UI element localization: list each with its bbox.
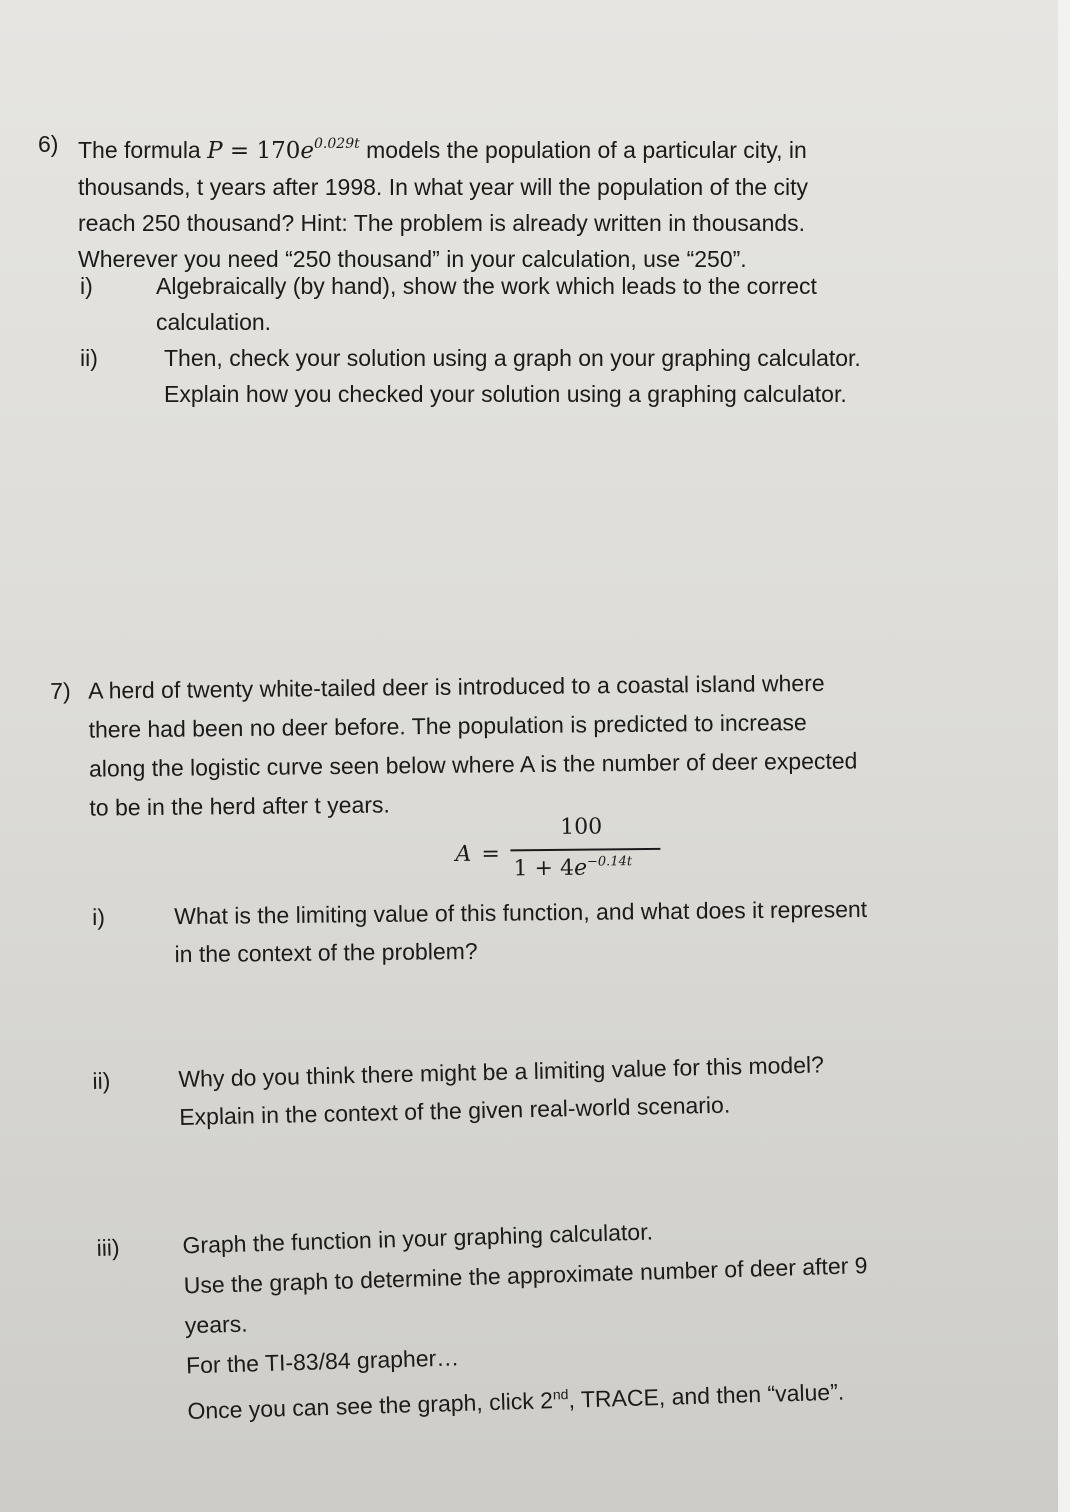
q7-line-3: along the logistic curve seen below where A is the number of deer expected [88,747,858,782]
q6-line-3: reach 250 thousand? Hint: The problem is already written in thousands. [78,210,806,236]
fraction-denominator: $1 + 4e^{-0.14t}$ [513,854,633,882]
page-edge [1058,0,1070,1512]
q6-line-4: Wherever you need “250 thousand” in your calculation, use “250”. [78,246,747,272]
fraction-numerator: 100 [560,814,603,840]
question-number: 7) [50,677,71,704]
part-label: iii) [96,1234,120,1261]
q7-line-2: there had been no deer before. The population is predicted to increase [88,709,807,743]
part-label: i) [80,273,93,299]
q7-part-iii: iii) Graph the function in your graphing calculator. Use the graph to determine the approximate number of deer after 9 years. For the TI-83/84 grapher… Once you can see the graph, click 2nd, TRACE, and then “value”. [96,1218,868,1425]
q7-line-4: to be in the herd after t years. [89,791,390,821]
q7-line-1: A herd of twenty white-tailed deer is introduced to a coastal island where [88,669,825,704]
logistic-formula: A = 100 $1 + 4e^{-0.14t}$ [455,810,676,892]
part-label: ii) [92,1067,111,1094]
q6-line-2: thousands, t years after 1998. In what year will the population of the city [78,174,809,200]
question-number: 6) [38,131,59,157]
fraction-bar [510,848,660,851]
q7-part-i: i) What is the limiting value of this function, and what does it represent in the context of the problem? [92,895,868,968]
q6-line-1: The formula $P = 170e^{0.029t}$ models the population of a particular city, in [78,136,807,164]
part-label: i) [92,903,106,930]
q7-part-ii: ii) Why do you think there might be a limiting value for this model? Explain in the context of the given real-world scenario. [92,1051,825,1131]
part-label: ii) [80,345,98,371]
